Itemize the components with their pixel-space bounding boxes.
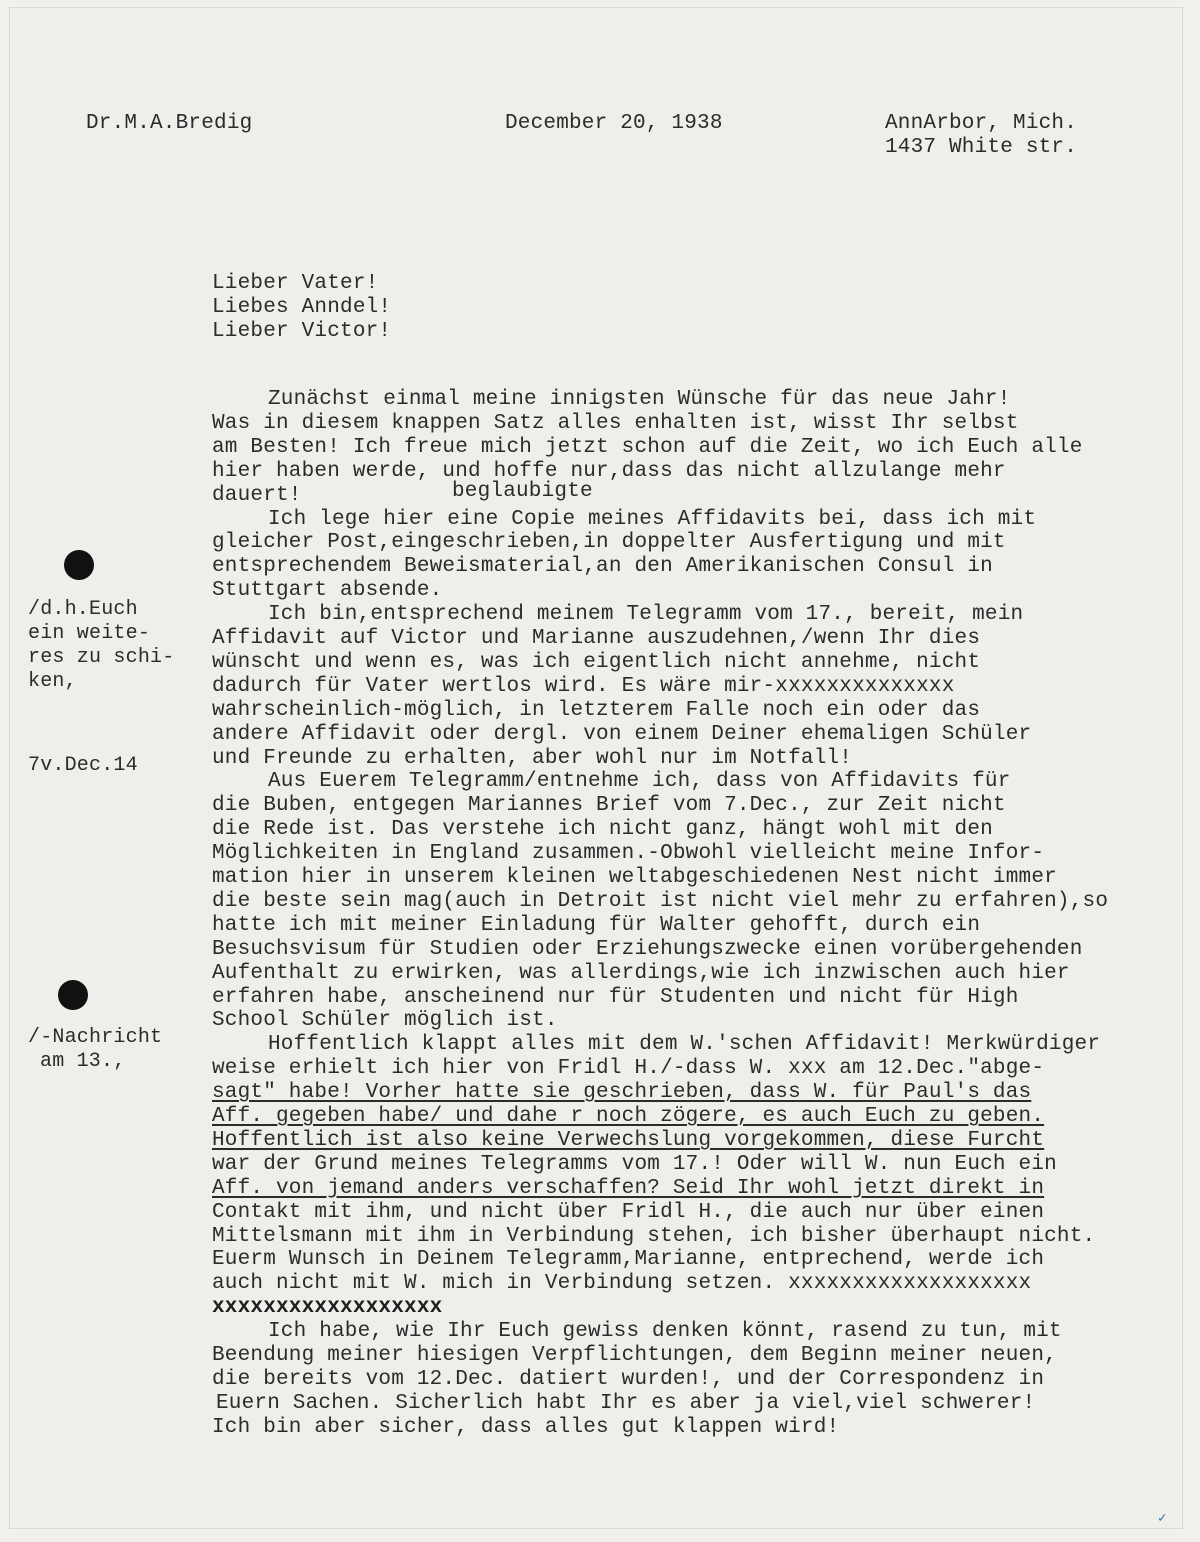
punch-hole-bottom	[58, 980, 88, 1010]
pen-mark: ✓	[1158, 1511, 1167, 1527]
body-line: andere Affidavit oder dergl. von einem Deiner ehemaligen Schüler	[212, 723, 1032, 746]
salutation-line: Lieber Vater!	[212, 272, 379, 295]
body-line: Was in diesem knappen Satz alles enhalten ist, wisst Ihr selbst	[212, 412, 1019, 435]
body-line: Ich bin,entsprechend meinem Telegramm vom 17., bereit, mein	[268, 603, 1024, 626]
body-line: Ich lege hier eine Copie meines Affidavits bei, dass ich mit	[268, 508, 1037, 531]
salutation-line: Liebes Anndel!	[212, 296, 392, 319]
body-line: Affidavit auf Victor und Marianne auszudehnen,/wenn Ihr dies	[212, 627, 981, 650]
body-line: Aus Euerem Telegramm/entnehme ich, dass von Affidavits für	[268, 770, 1011, 793]
body-line: Hoffentlich klappt alles mit dem W.'schen Affidavit! Merkwürdiger	[268, 1033, 1101, 1056]
body-line: Euerm Wunsch in Deinem Telegramm,Marianne, entprechend, werde ich	[212, 1248, 1045, 1271]
body-line: hatte ich mit meiner Einladung für Walter gehofft, durch ein	[212, 914, 981, 937]
margin-note: /-Nachricht	[28, 1026, 163, 1049]
body-line: sagt" habe! Vorher hatte sie geschrieben, dass W. für Paul's das	[212, 1081, 1032, 1104]
body-line: die Rede ist. Das verstehe ich nicht ganz, hängt wohl mit den	[212, 818, 993, 841]
body-line: entsprechendem Beweismaterial,an den Amerikanischen Consul in	[212, 555, 993, 578]
body-line: Ich habe, wie Ihr Euch gewiss denken könnt, rasend zu tun, mit	[268, 1320, 1062, 1343]
body-line: war der Grund meines Telegramms vom 17.! Oder will W. nun Euch ein	[212, 1153, 1057, 1176]
body-line: wahrscheinlich-möglich, in letzterem Falle noch ein oder das	[212, 699, 981, 722]
body-line: Stuttgart absende.	[212, 579, 443, 602]
body-line: School Schüler möglich ist.	[212, 1009, 558, 1032]
sender-city: AnnArbor, Mich.	[885, 112, 1078, 135]
body-line: die Buben, entgegen Mariannes Brief vom 7.Dec., zur Zeit nicht	[212, 794, 1006, 817]
body-line: Zunächst einmal meine innigsten Wünsche für das neue Jahr!	[268, 388, 1011, 411]
margin-note: ken,	[28, 670, 77, 693]
margin-note: /d.h.Euch	[28, 598, 138, 621]
body-line: wünscht und wenn es, was ich eigentlich nicht annehme, nicht	[212, 651, 981, 674]
body-line: Aff. von jemand anders verschaffen? Seid Ihr wohl jetzt direkt in	[212, 1177, 1045, 1200]
body-line: Hoffentlich ist also keine Verwechslung vorgekommen, diese Furcht	[212, 1129, 1045, 1152]
body-line: am Besten! Ich freue mich jetzt schon auf die Zeit, wo ich Euch alle	[212, 436, 1083, 459]
body-line: Beendung meiner hiesigen Verpflichtungen, dem Beginn meiner neuen,	[212, 1344, 1057, 1367]
body-line: dauert!	[212, 484, 302, 507]
body-line: Contakt mit ihm, und nicht über Fridl H., die auch nur über einen	[212, 1201, 1045, 1224]
body-line: die bereits vom 12.Dec. datiert wurden!, und der Correspondenz in	[212, 1368, 1045, 1391]
body-line: Aufenthalt zu erwirken, was allerdings,wie ich inzwischen auch hier	[212, 962, 1070, 985]
margin-note: res zu schi-	[28, 646, 175, 669]
body-line: die beste sein mag(auch in Detroit ist nicht viel mehr zu erfahren),so	[212, 890, 1109, 913]
body-line: Möglichkeiten in England zusammen.-Obwohl vielleicht meine Infor-	[212, 842, 1045, 865]
body-line: gleicher Post,eingeschrieben,in doppelter Ausfertigung und mit	[212, 531, 1006, 554]
body-line: Mittelsmann mit ihm in Verbindung stehen, ich bisher überhaupt nicht.	[212, 1225, 1096, 1248]
body-line: dadurch für Vater wertlos wird. Es wäre mir-xxxxxxxxxxxxxx	[212, 675, 955, 698]
margin-note: ein weite-	[28, 622, 151, 645]
salutation-line: Lieber Victor!	[212, 320, 392, 343]
body-line: mation hier in unserem kleinen weltabgeschiedenen Nest nicht immer	[212, 866, 1057, 889]
interlinear-insertion: beglaubigte	[452, 480, 593, 503]
body-line: xxxxxxxxxxxxxxxxxx	[212, 1296, 443, 1319]
margin-note: am 13.,	[40, 1050, 126, 1073]
letter-date: December 20, 1938	[505, 112, 723, 135]
body-line: erfahren habe, anscheinend nur für Studenten und nicht für High	[212, 986, 1019, 1009]
body-line: Besuchsvisum für Studien oder Erziehungszwecke einen vorübergehenden	[212, 938, 1083, 961]
body-line: hier haben werde, und hoffe nur,dass das nicht allzulange mehr	[212, 460, 1006, 483]
body-line: Aff. gegeben habe/ und dahe r noch zögere, es auch Euch zu geben.	[212, 1105, 1045, 1128]
sender-street: 1437 White str.	[885, 136, 1078, 159]
body-line: auch nicht mit W. mich in Verbindung setzen. xxxxxxxxxxxxxxxxxxx	[212, 1272, 1032, 1295]
sender-name: Dr.M.A.Bredig	[86, 112, 253, 135]
body-line: und Freunde zu erhalten, aber wohl nur im Notfall!	[212, 747, 853, 770]
body-line: Ich bin aber sicher, dass alles gut klappen wird!	[212, 1416, 840, 1439]
body-line: weise erhielt ich hier von Fridl H./-dass W. xxx am 12.Dec."abge-	[212, 1057, 1045, 1080]
body-line: Euern Sachen. Sicherlich habt Ihr es aber ja viel,viel schwerer!	[216, 1392, 1036, 1415]
punch-hole-top	[64, 550, 94, 580]
margin-note: 7v.Dec.14	[28, 754, 138, 777]
